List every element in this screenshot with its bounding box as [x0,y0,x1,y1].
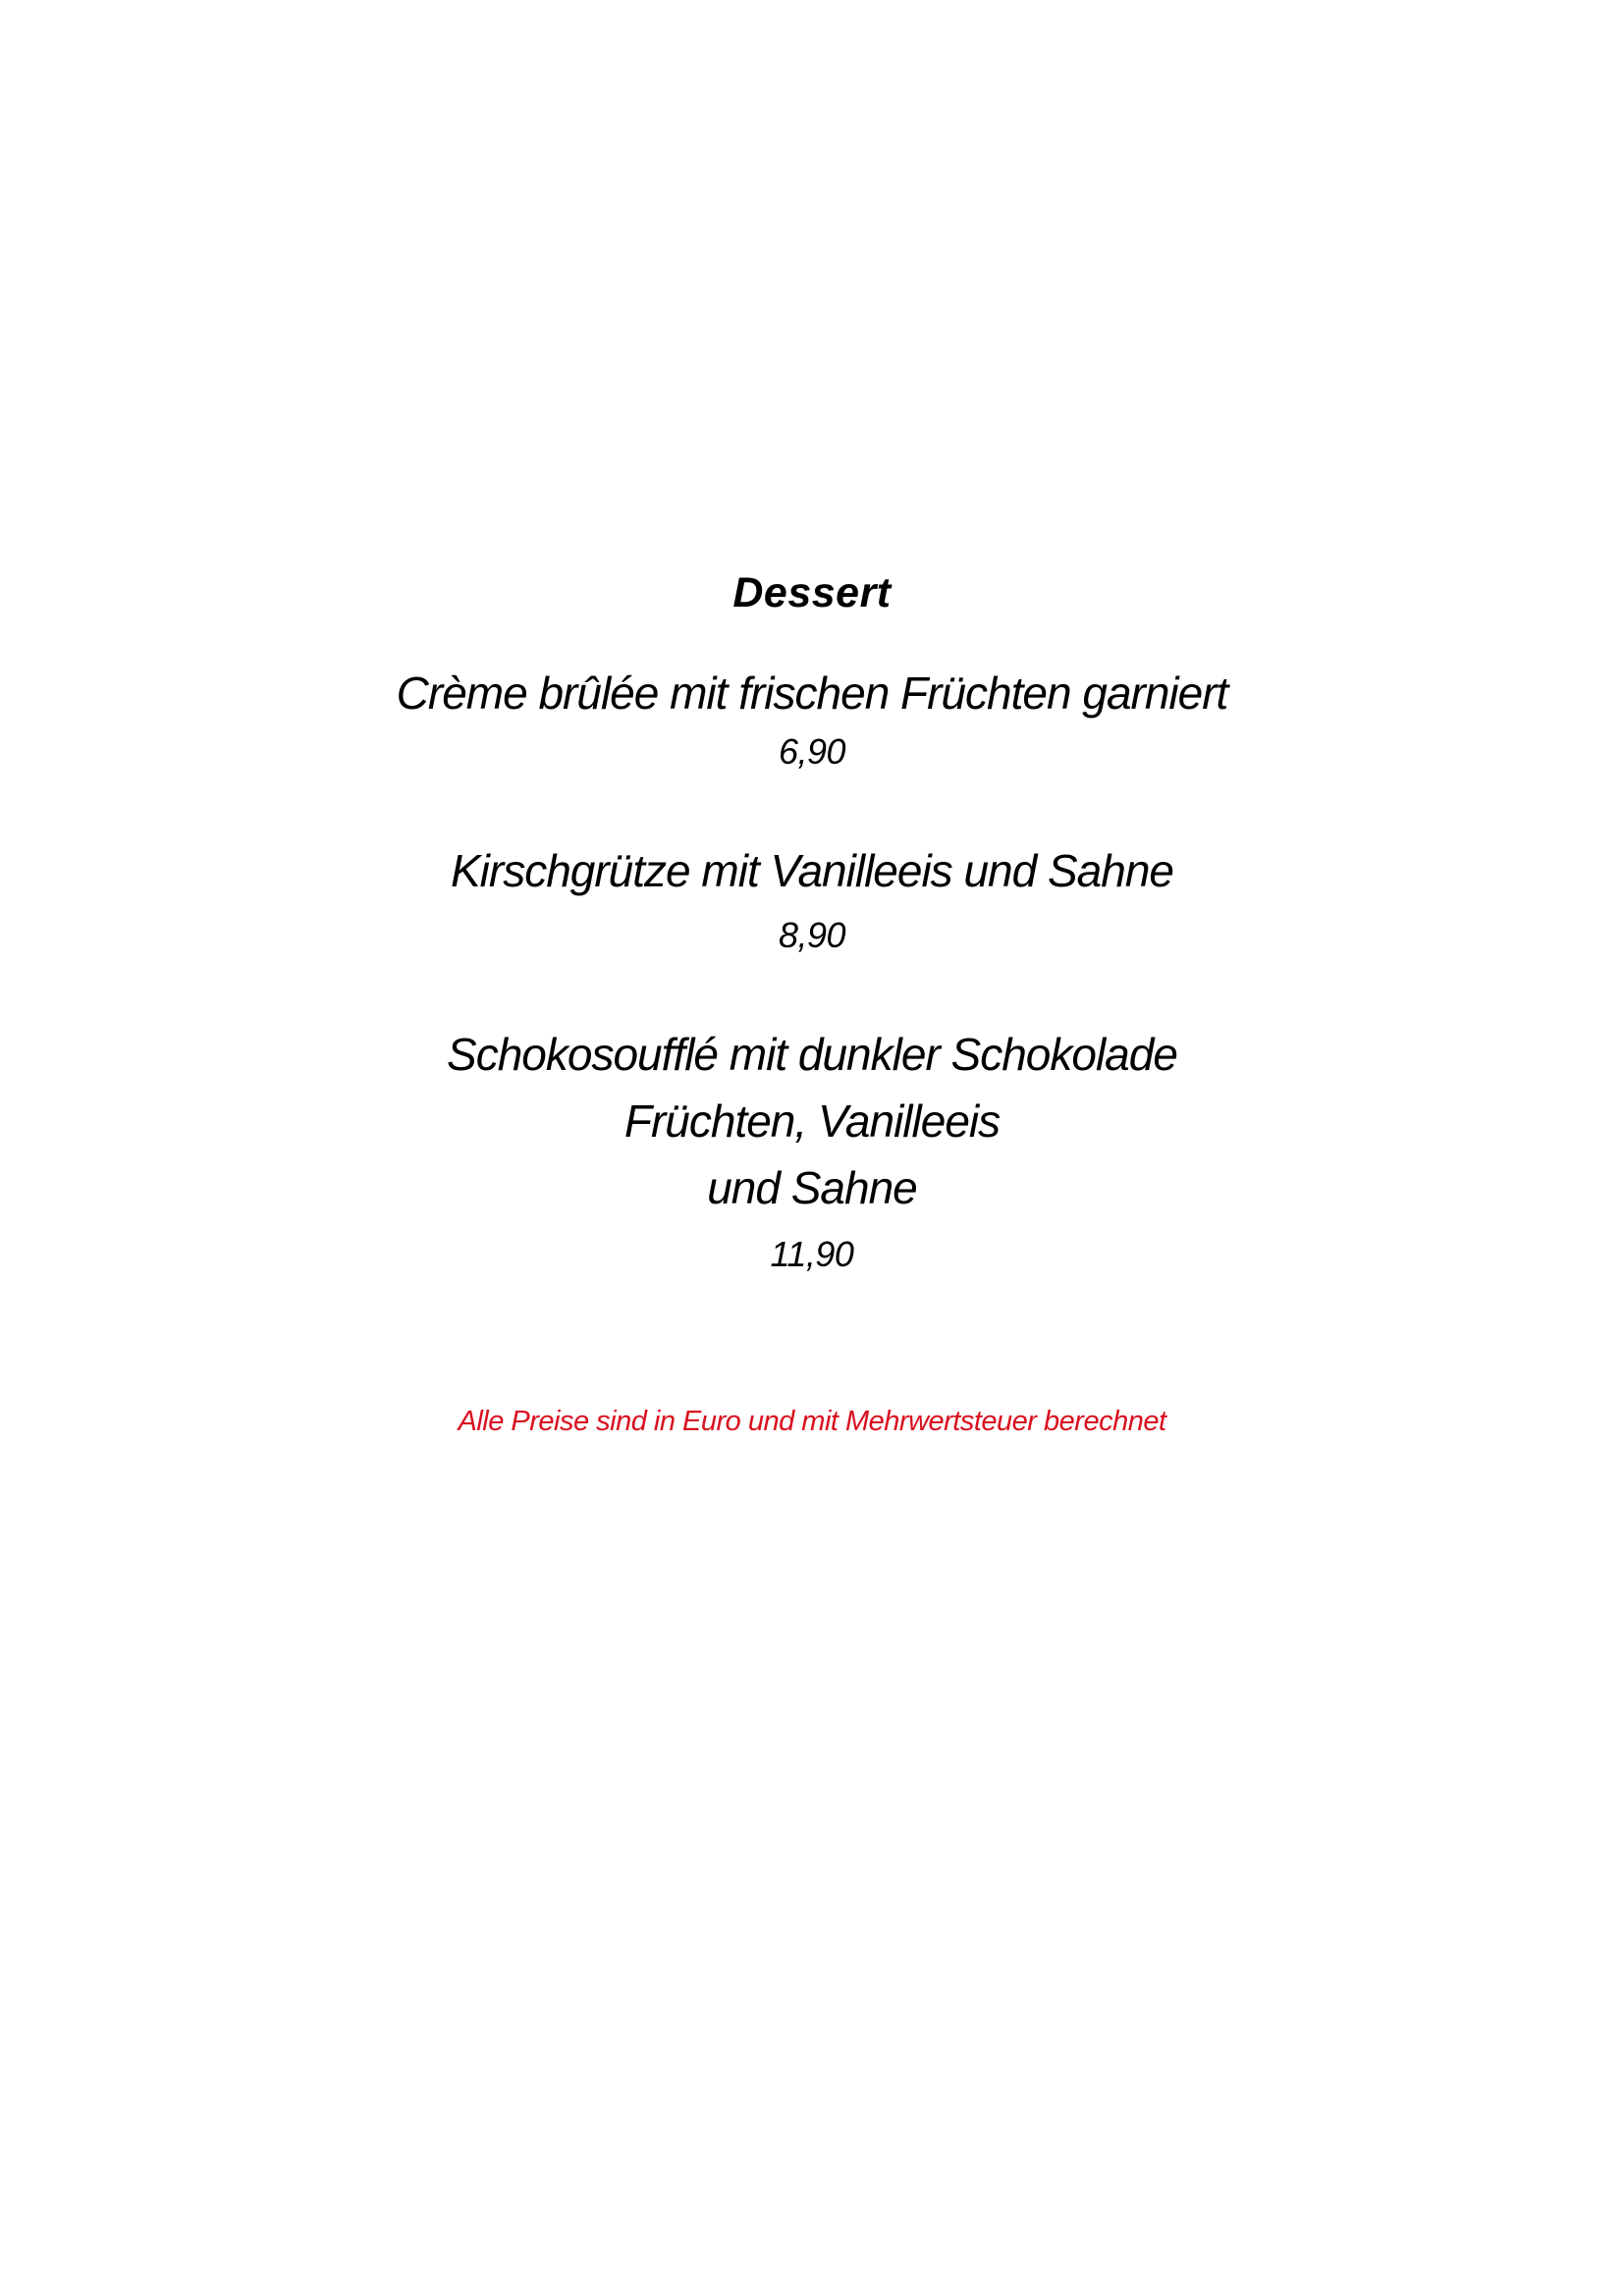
menu-item-price: 6,90 [778,731,846,772]
menu-item-name [0,1021,1624,1221]
item-name-line: Schokosoufflé mit dunkler Schokolade [447,1029,1177,1080]
menu-item-price: 8,90 [778,915,846,955]
item-name-line: Früchten, Vanilleeis [623,1095,1001,1147]
item-name-line: Kirschgrütze mit Vanilleeis und Sahne [450,845,1174,896]
item-name-line: und Sahne [707,1162,917,1213]
menu-item-price: 11,90 [770,1234,854,1274]
item-name-line: Crème brûlée mit frischen Früchten garniert [396,667,1228,719]
price-note: Alle Preise sind in Euro und mit Mehrwertsteuer berechnet [458,1406,1166,1437]
menu-item-name [0,837,1624,904]
menu-item-name [0,660,1624,726]
menu-heading: Dessert [732,568,892,616]
